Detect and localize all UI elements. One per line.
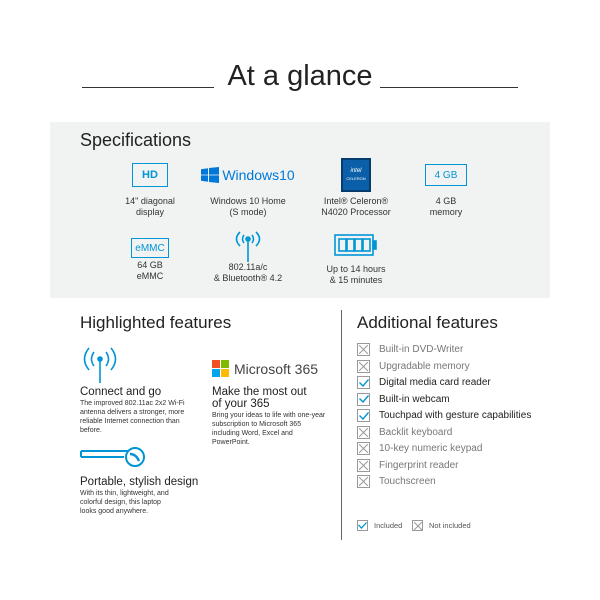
hd-icon: HD [132, 163, 168, 187]
spec-line: Up to 14 hours [326, 264, 386, 274]
check-icon [357, 409, 370, 422]
feature-text: Bring your ideas to life with one-year subscription to Microsoft 365 including Word, Excel and PowerPoint. [212, 412, 326, 446]
spec-line: N4020 Processor [321, 207, 391, 217]
legend-label: Included [374, 521, 403, 530]
spec-line: display [135, 207, 164, 217]
microsoft-365-text: Microsoft 365 [234, 360, 319, 377]
spec-line: memory [429, 207, 463, 217]
feature-title: Portable, stylish design [80, 476, 199, 488]
x-icon [357, 459, 370, 472]
feature-list-item [357, 441, 482, 456]
column-divider [341, 310, 342, 540]
additional-features-title: Additional features [357, 313, 498, 332]
feature-title: Make the most out of your 365 [212, 386, 307, 410]
spec-line: 802.11a/c [228, 262, 268, 272]
spec-line: (S mode) [229, 207, 267, 217]
check-icon [357, 520, 368, 531]
x-icon [357, 475, 370, 488]
x-icon [357, 360, 370, 373]
x-icon [357, 426, 370, 439]
page-title: At a glance [227, 60, 373, 92]
legend-included [357, 520, 402, 531]
memory-icon: 4 GB [425, 164, 467, 186]
battery-icon [301, 228, 411, 262]
feature-list-item [357, 342, 463, 357]
spec-line: 4 GB [435, 196, 457, 206]
feature-title: Connect and go [80, 386, 162, 398]
spec-line: & 15 minutes [329, 275, 383, 285]
intel-text: intel [350, 168, 362, 174]
specifications-title: Specifications [80, 130, 192, 150]
x-icon [357, 442, 370, 455]
title-rule-right [380, 87, 518, 88]
spec-os [193, 158, 303, 218]
microsoft-365-logo [212, 360, 318, 377]
check-icon [357, 393, 370, 406]
emmc-icon: eMMC [131, 238, 169, 258]
feature-label: Built-in DVD-Writer [379, 344, 464, 355]
spec-line: & Bluetooth® 4.2 [213, 273, 283, 283]
x-icon [357, 343, 370, 356]
legend-not-included [412, 520, 471, 531]
feature-microsoft-365 [212, 386, 327, 447]
windows-logo-icon [193, 158, 303, 192]
laptop-icon [80, 446, 150, 475]
spec-wireless [193, 228, 303, 284]
feature-label: Fingerprint reader [379, 459, 459, 471]
legend-label: Not included [429, 521, 471, 530]
feature-list-item [357, 359, 470, 374]
microsoft-logo-icon [212, 360, 229, 377]
feature-list-item [357, 392, 450, 407]
spec-line: 14" diagonal [125, 196, 175, 206]
spec-line: eMMC [136, 271, 164, 281]
spec-display [95, 158, 205, 218]
highlighted-features-title: Highlighted features [80, 313, 232, 332]
feature-list-item [357, 425, 452, 440]
feature-label: Backlit keyboard [379, 426, 453, 438]
wireless-icon [80, 345, 120, 388]
feature-label: Upgradable memory [379, 360, 470, 372]
spec-memory [391, 158, 501, 218]
spec-line: 64 GB [137, 260, 163, 270]
feature-label: 10-key numeric keypad [379, 443, 483, 454]
wireless-icon [193, 228, 303, 262]
spec-battery [301, 228, 411, 286]
windows-logo-text: Windows10 [222, 166, 295, 183]
feature-text: The improved 802.11ac 2x2 Wi-Fi antenna delivers a stronger, more reliable Internet connection than before. [80, 400, 185, 434]
feature-connect [80, 386, 195, 435]
spec-line: Windows 10 Home [210, 196, 286, 206]
feature-label: Touchscreen [379, 476, 436, 487]
x-icon [412, 520, 423, 531]
spec-line: Intel® Celeron® [323, 196, 389, 206]
feature-text: With its thin, lightweight, and colorful design, this laptop looks good anywhere. [80, 490, 169, 515]
feature-list-item [357, 375, 491, 390]
celeron-text: CELERON [346, 176, 366, 181]
feature-list-item [357, 474, 436, 489]
feature-list-item [357, 458, 458, 473]
feature-label: Digital media card reader [379, 377, 491, 388]
feature-list-item [357, 408, 531, 423]
feature-label: Built-in webcam [379, 393, 450, 405]
feature-label: Touchpad with gesture capabilities [379, 410, 532, 421]
spec-storage [95, 228, 205, 282]
check-icon [357, 376, 370, 389]
feature-portable [80, 476, 199, 516]
intel-celeron-logo-icon [341, 158, 371, 192]
